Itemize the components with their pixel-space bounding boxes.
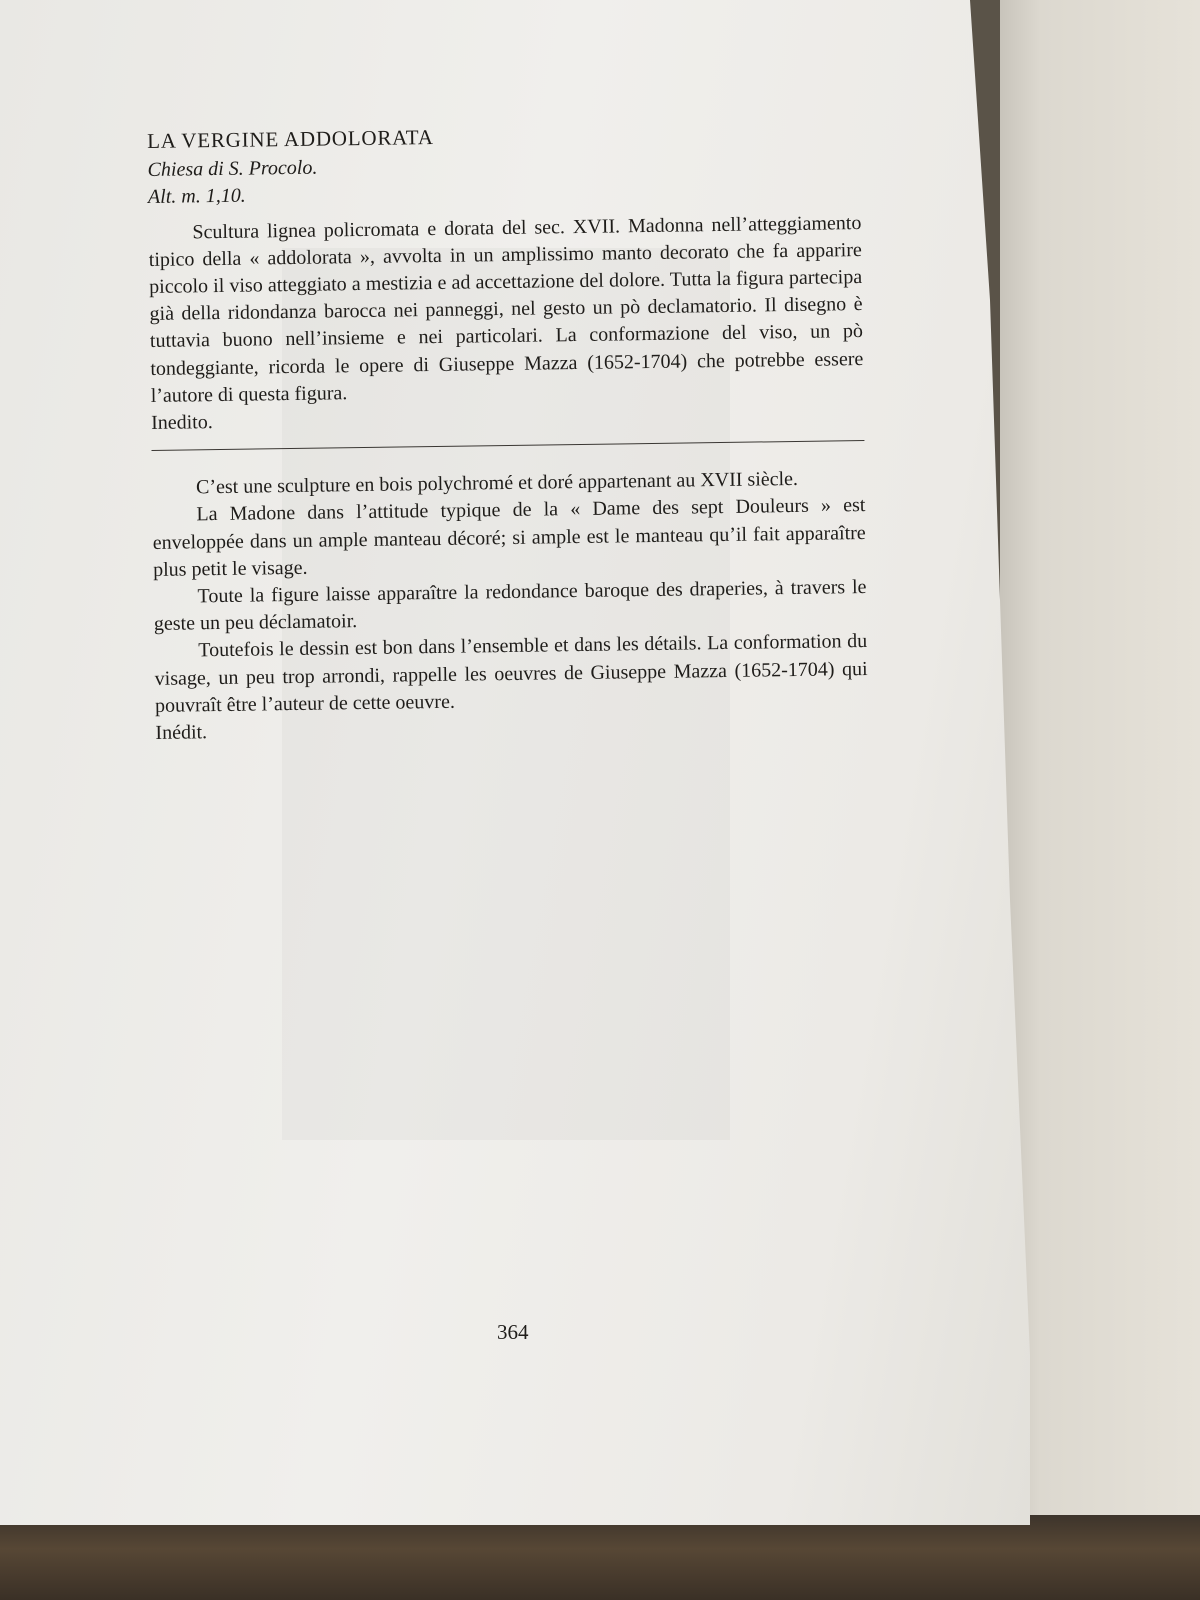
french-paragraph: Toutefois le dessin est bon dans l’ensemble et dans les détails. La conformation du visage, un peu trop arrondi, rappelle les oeuvres de Giuseppe Mazza (1652-1704) qui pouvraît être l’auteur de cette oeuvre. <box>154 630 868 717</box>
section-divider <box>151 440 864 451</box>
french-paragraph: Toute la figure laisse apparaître la redondance baroque des draperies, à travers le geste un peu déclamatoir. <box>153 576 867 636</box>
french-status: Inédit. <box>155 721 208 745</box>
french-paragraph: C’est une sculpture en bois polychromé et doré appartenant au XVII siècle. <box>195 468 799 499</box>
page-title: LA VERGINE ADDOLORATA <box>147 124 434 153</box>
french-description <box>152 465 869 747</box>
underlying-page <box>1000 0 1200 1520</box>
french-paragraph: La Madone dans l’attitude typique de la « Dame des sept Douleurs » est enveloppée dans un ample manteau décoré; si ample est le manteau qu’il fait apparaître plus petit le visage. <box>152 494 866 581</box>
italian-status: Inedito. <box>150 411 213 435</box>
location-line: Chiesa di S. Procolo. <box>147 156 318 182</box>
page-number: 364 <box>497 1320 529 1344</box>
page-text <box>147 118 869 747</box>
height-line: Alt. m. 1,10. <box>147 185 246 209</box>
table-surface <box>0 1515 1200 1600</box>
italian-description: Scultura lignea policromata e dorata del sec. XVII. Madonna nell’atteggiamento tipico della « addolorata », avvolta in un amplissimo manto decorato che fa apparire piccolo il viso atteggiato a mestizia e ad accettazione del dolore. Tutta la figura partecipa già della ridondanza barocca nei panneggi, nel gesto un pò declamatorio. Il disegno è tuttavia buono nell’insieme e nei particolari. La conformazione del viso, un pò tondeggiante, ricorda le opere di Giuseppe Mazza (1652-1704) che potrebbe essere l’autore di questa figura. <box>148 211 864 407</box>
